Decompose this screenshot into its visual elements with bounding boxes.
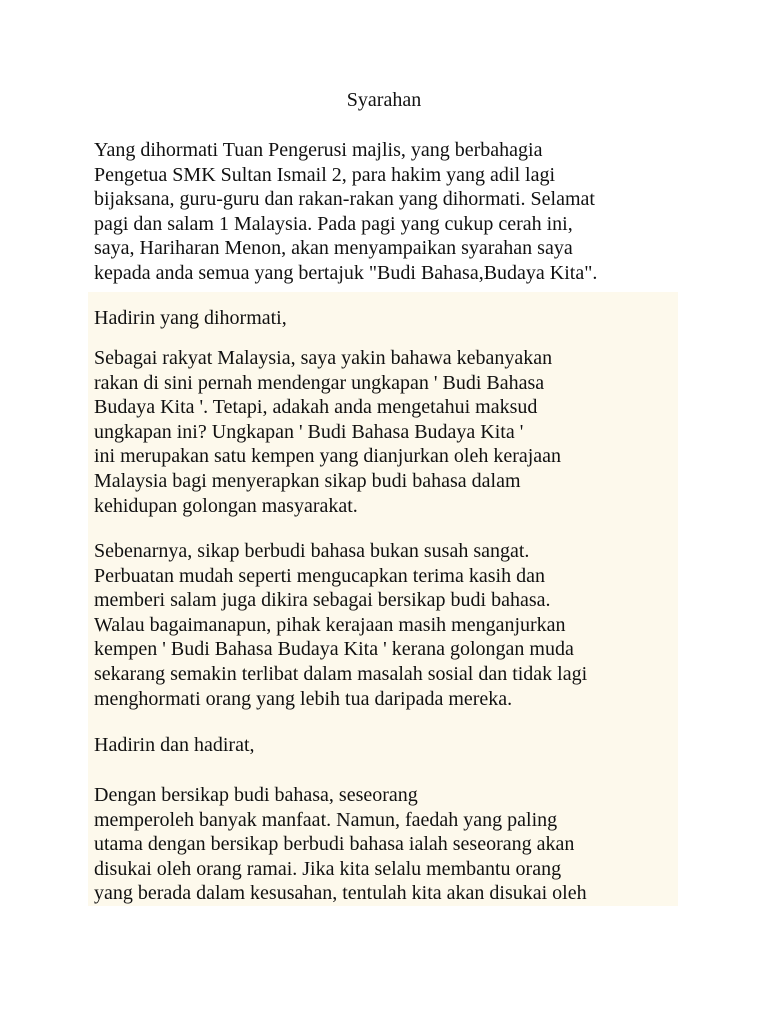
page-title: Syarahan — [346, 89, 422, 111]
paragraph-3: Dengan bersikap budi bahasa, seseorang memperoleh banyak manfaat. Namun, faedah yang paling utama dengan bersikap berbudi bahasa ialah seseorang akan disukai oleh orang ramai. Jika kita selalu membantu orang yang berada dalam kesusahan, tentulah kita akan disukai oleh — [94, 784, 587, 905]
greeting-1: Hadirin yang dihormati, — [94, 307, 287, 329]
intro-paragraph: Yang dihormati Tuan Pengerusi majlis, yang berbahagia Pengetua SMK Sultan Ismail 2, para hakim yang adil lagi bijaksana, guru-guru dan rakan-rakan yang dihormati. Selamat pagi dan salam 1 Malaysia. Pada pagi yang cukup cerah ini, saya, Hariharan Menon, akan menyampaikan syarahan saya kepada anda semua yang bertajuk "Budi Bahasa,Budaya Kita". — [94, 139, 598, 284]
greeting-2: Hadirin dan hadirat, — [94, 734, 255, 756]
paragraph-2: Sebenarnya, sikap berbudi bahasa bukan susah sangat. Perbuatan mudah seperti mengucapkan terima kasih dan memberi salam juga dikira sebagai bersikap budi bahasa. Walau bagaimanapun, pihak kerajaan masih menganjurkan kempen ' Budi Bahasa Budaya Kita ' kerana golongan muda sekarang semakin terlibat dalam masalah sosial dan tidak lagi menghormati orang yang lebih tua daripada mereka. — [94, 540, 588, 710]
paragraph-1: Sebagai rakyat Malaysia, saya yakin bahawa kebanyakan rakan di sini pernah mendengar ungkapan ' Budi Bahasa Budaya Kita '. Tetapi, adakah anda mengetahui maksud ungkapan ini? Ungkapan ' Budi Bahasa Budaya Kita ' ini merupakan satu kempen yang dianjurkan oleh kerajaan Malaysia bagi menyerapkan sikap budi bahasa dalam kehidupan golongan masyarakat. — [94, 347, 562, 517]
